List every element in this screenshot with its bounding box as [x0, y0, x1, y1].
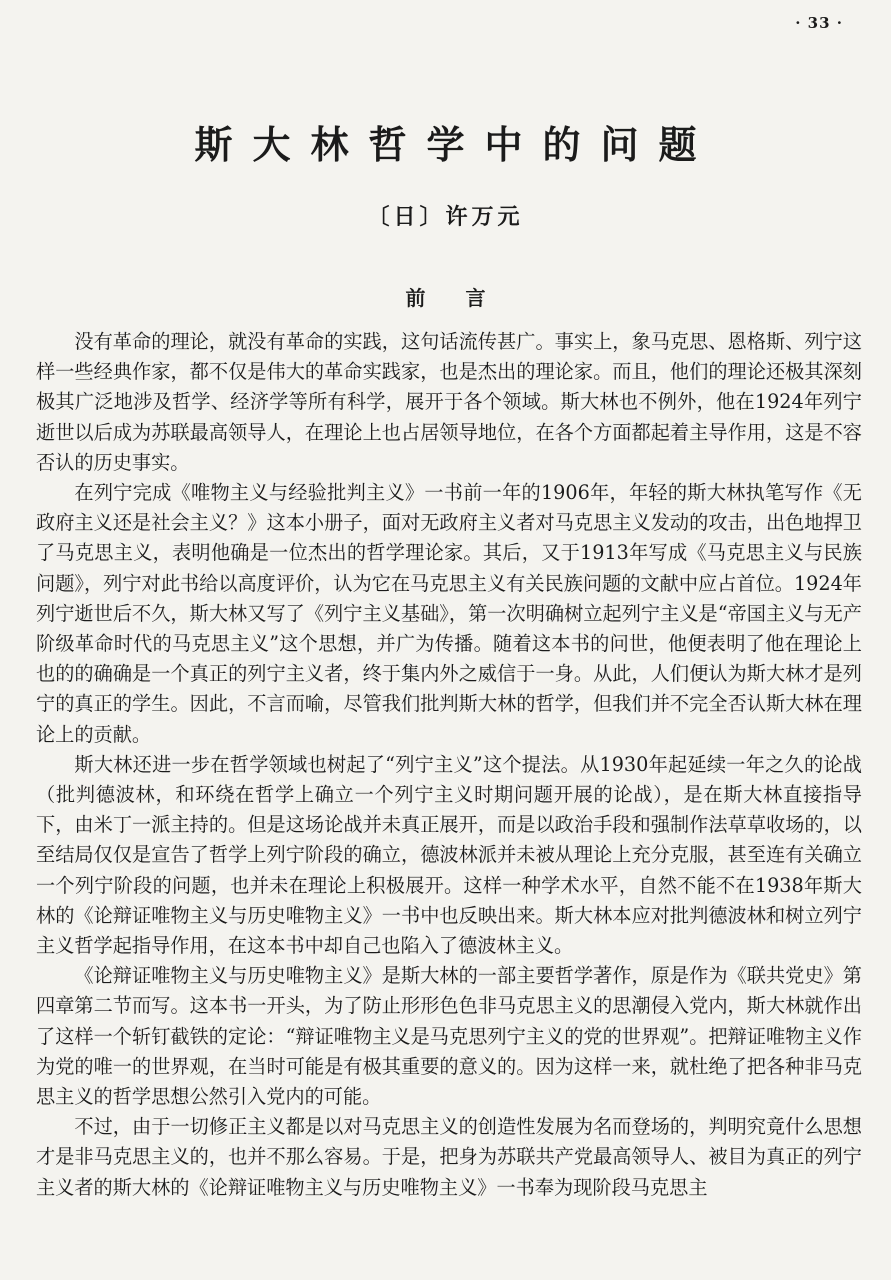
paragraph: 没有革命的理论，就没有革命的实践，这句话流传甚广。事实上，象马克思、恩格斯、列宁这样一些经典作家，都不仅是伟大的革命实践家，也是杰出的理论家。而且，他们的理论还极其深刻极其广泛地涉及哲学、经济学等所有科学，展开于各个领域。斯大林也不例外，他在1924年列宁逝世以后成为苏联最高领导人，在理论上也占居领导地位，在各个方面都起着主导作用，这是不容否认的历史事实。 [36, 330, 862, 474]
section-heading: 前言 [405, 286, 526, 310]
article-author: 〔日〕许万元 [367, 204, 524, 230]
paragraph: 在列宁完成《唯物主义与经验批判主义》一书前一年的1906年，年轻的斯大林执笔写作《无政府主义还是社会主义？》这本小册子，面对无政府主义者对马克思主义发动的攻击，出色地捍卫了马克思主义，表明他确是一位杰出的哲学理论家。其后，又于1913年写成《马克思主义与民族问题》，列宁对此书给以高度评价，认为它在马克思主义有关民族问题的文献中应占首位。1924年列宁逝世后不久，斯大林又写了《列宁主义基础》，第一次明确树立起列宁主义是“帝国主义与无产阶级革命时代的马克思主义”这个思想，并广为传播。随着这本书的问世，他便表明了他在理论上也的的确确是一个真正的列宁主义者，终于集内外之威信于一身。从此，人们便认为斯大林才是列宁的真正的学生。因此，不言而喻，尽管我们批判斯大林的哲学，但我们并不完全否认斯大林在理论上的贡献。 [36, 481, 862, 746]
paragraph: 斯大林还进一步在哲学领域也树起了“列宁主义”这个提法。从1930年起延续一年之久的论战（批判德波林，和环绕在哲学上确立一个列宁主义时期问题开展的论战），是在斯大林直接指导下，由米丁一派主持的。但是这场论战并未真正展开，而是以政治手段和强制作法草草收场的，以至结局仅仅是宣告了哲学上列宁阶段的确立，德波林派并未被从理论上充分克服，甚至连有关确立一个列宁阶段的问题，也并未在理论上积极展开。这样一种学术水平，自然不能不在1938年斯大林的《论辩证唯物主义与历史唯物主义》一书中也反映出来。斯大林本应对批判德波林和树立列宁主义哲学起指导作用，在这本书中却自己也陷入了德波林主义。 [36, 752, 862, 958]
paragraph: 不过，由于一切修正主义都是以对马克思主义的创造性发展为名而登场的，判明究竟什么思想才是非马克思主义的，也并不那么容易。于是，把身为苏联共产党最高领导人、被目为真正的列宁主义者的斯大林的《论辩证唯物主义与历史唯物主义》一书奉为现阶段马克思主 [36, 1115, 862, 1199]
article-body [36, 327, 862, 1203]
paragraph: 《论辩证唯物主义与历史唯物主义》是斯大林的一部主要哲学著作，原是作为《联共党史》第四章第二节而写。这本书一开头，为了防止形形色色非马克思主义的思潮侵入党内，斯大林就作出了这样一个斩钉截铁的定论：“辩证唯物主义是马克思列宁主义的党的世界观”。把辩证唯物主义作为党的唯一的世界观，在当时可能是有极其重要的意义的。因为这样一来，就杜绝了把各种非马克思主义的哲学思想公然引入党内的可能。 [36, 964, 862, 1109]
page-number: · 33 · [795, 14, 843, 32]
article-title: 斯大林哲学中的问题 [194, 122, 717, 167]
